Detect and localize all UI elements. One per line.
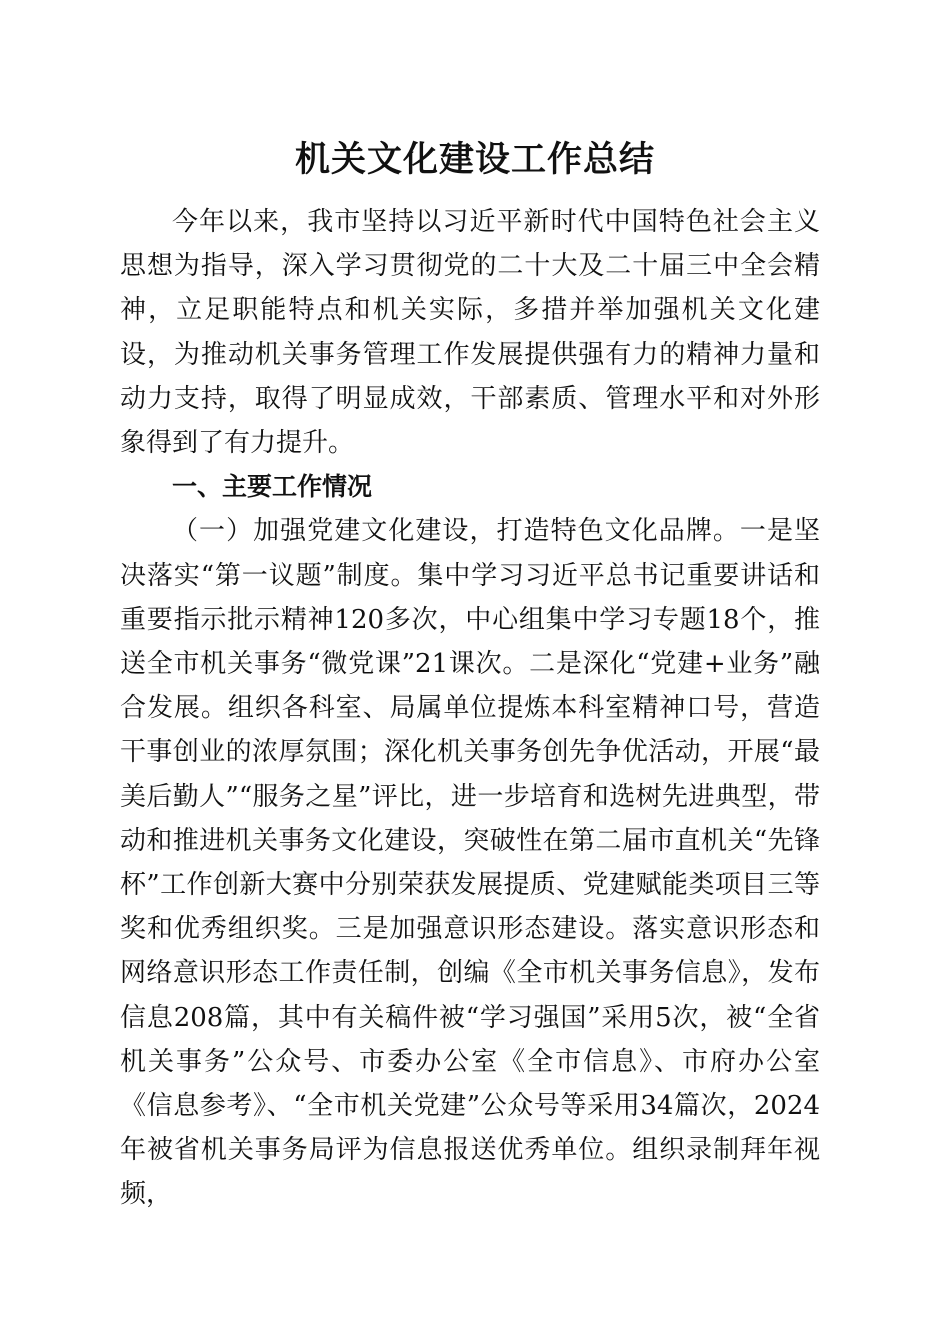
intro-paragraph: 今年以来，我市坚持以习近平新时代中国特色社会主义思想为指导，深入学习贯彻党的二十大及二十届三中全会精神，立足职能特点和机关实际，多措并举加强机关文化建设，为推动机关事务管理工作发展提供强有力的精神力量和动力支持，取得了明显成效，干部素质、管理水平和对外形象得到了有力提升。 xyxy=(120,207,820,459)
section-paragraph: （一）加强党建文化建设，打造特色文化品牌。一是坚决落实“第一议题”制度。集中学习习近平总书记重要讲话和重要指示批示精神120多次，中心组集中学习专题18个，推送全市机关事务“微党课”21课次。二是深化“党建+业务”融合发展。组织各科室、局属单位提炼本科室精神口号，营造干事创业的浓厚氛围；深化机关事务创先争优活动，开展“最美后勤人”“服务之星”评比，进一步培育和选树先进典型，带动和推进机关事务文化建设，突破性在第二届市直机关“先锋杯”工作创新大赛中分别荣获发展提质、党建赋能类项目三等奖和优秀组织奖。三是加强意识形态建设。落实意识形态和网络意识形态工作责任制，创编《全市机关事务信息》，发布信息208篇，其中有关稿件被“学习强国”采用5次，被“全省机关事务”公众号、市委办公室《全市信息》、市府办公室《信息参考》、“全市机关党建”公众号等采用34篇次，2024年被省机关事务局评为信息报送优秀单位。组织录制拜年视频， xyxy=(120,516,820,1210)
section-heading: 一、主要工作情况 xyxy=(172,472,373,502)
document-title: 机关文化建设工作总结 xyxy=(294,139,655,180)
document-body xyxy=(120,200,820,1217)
